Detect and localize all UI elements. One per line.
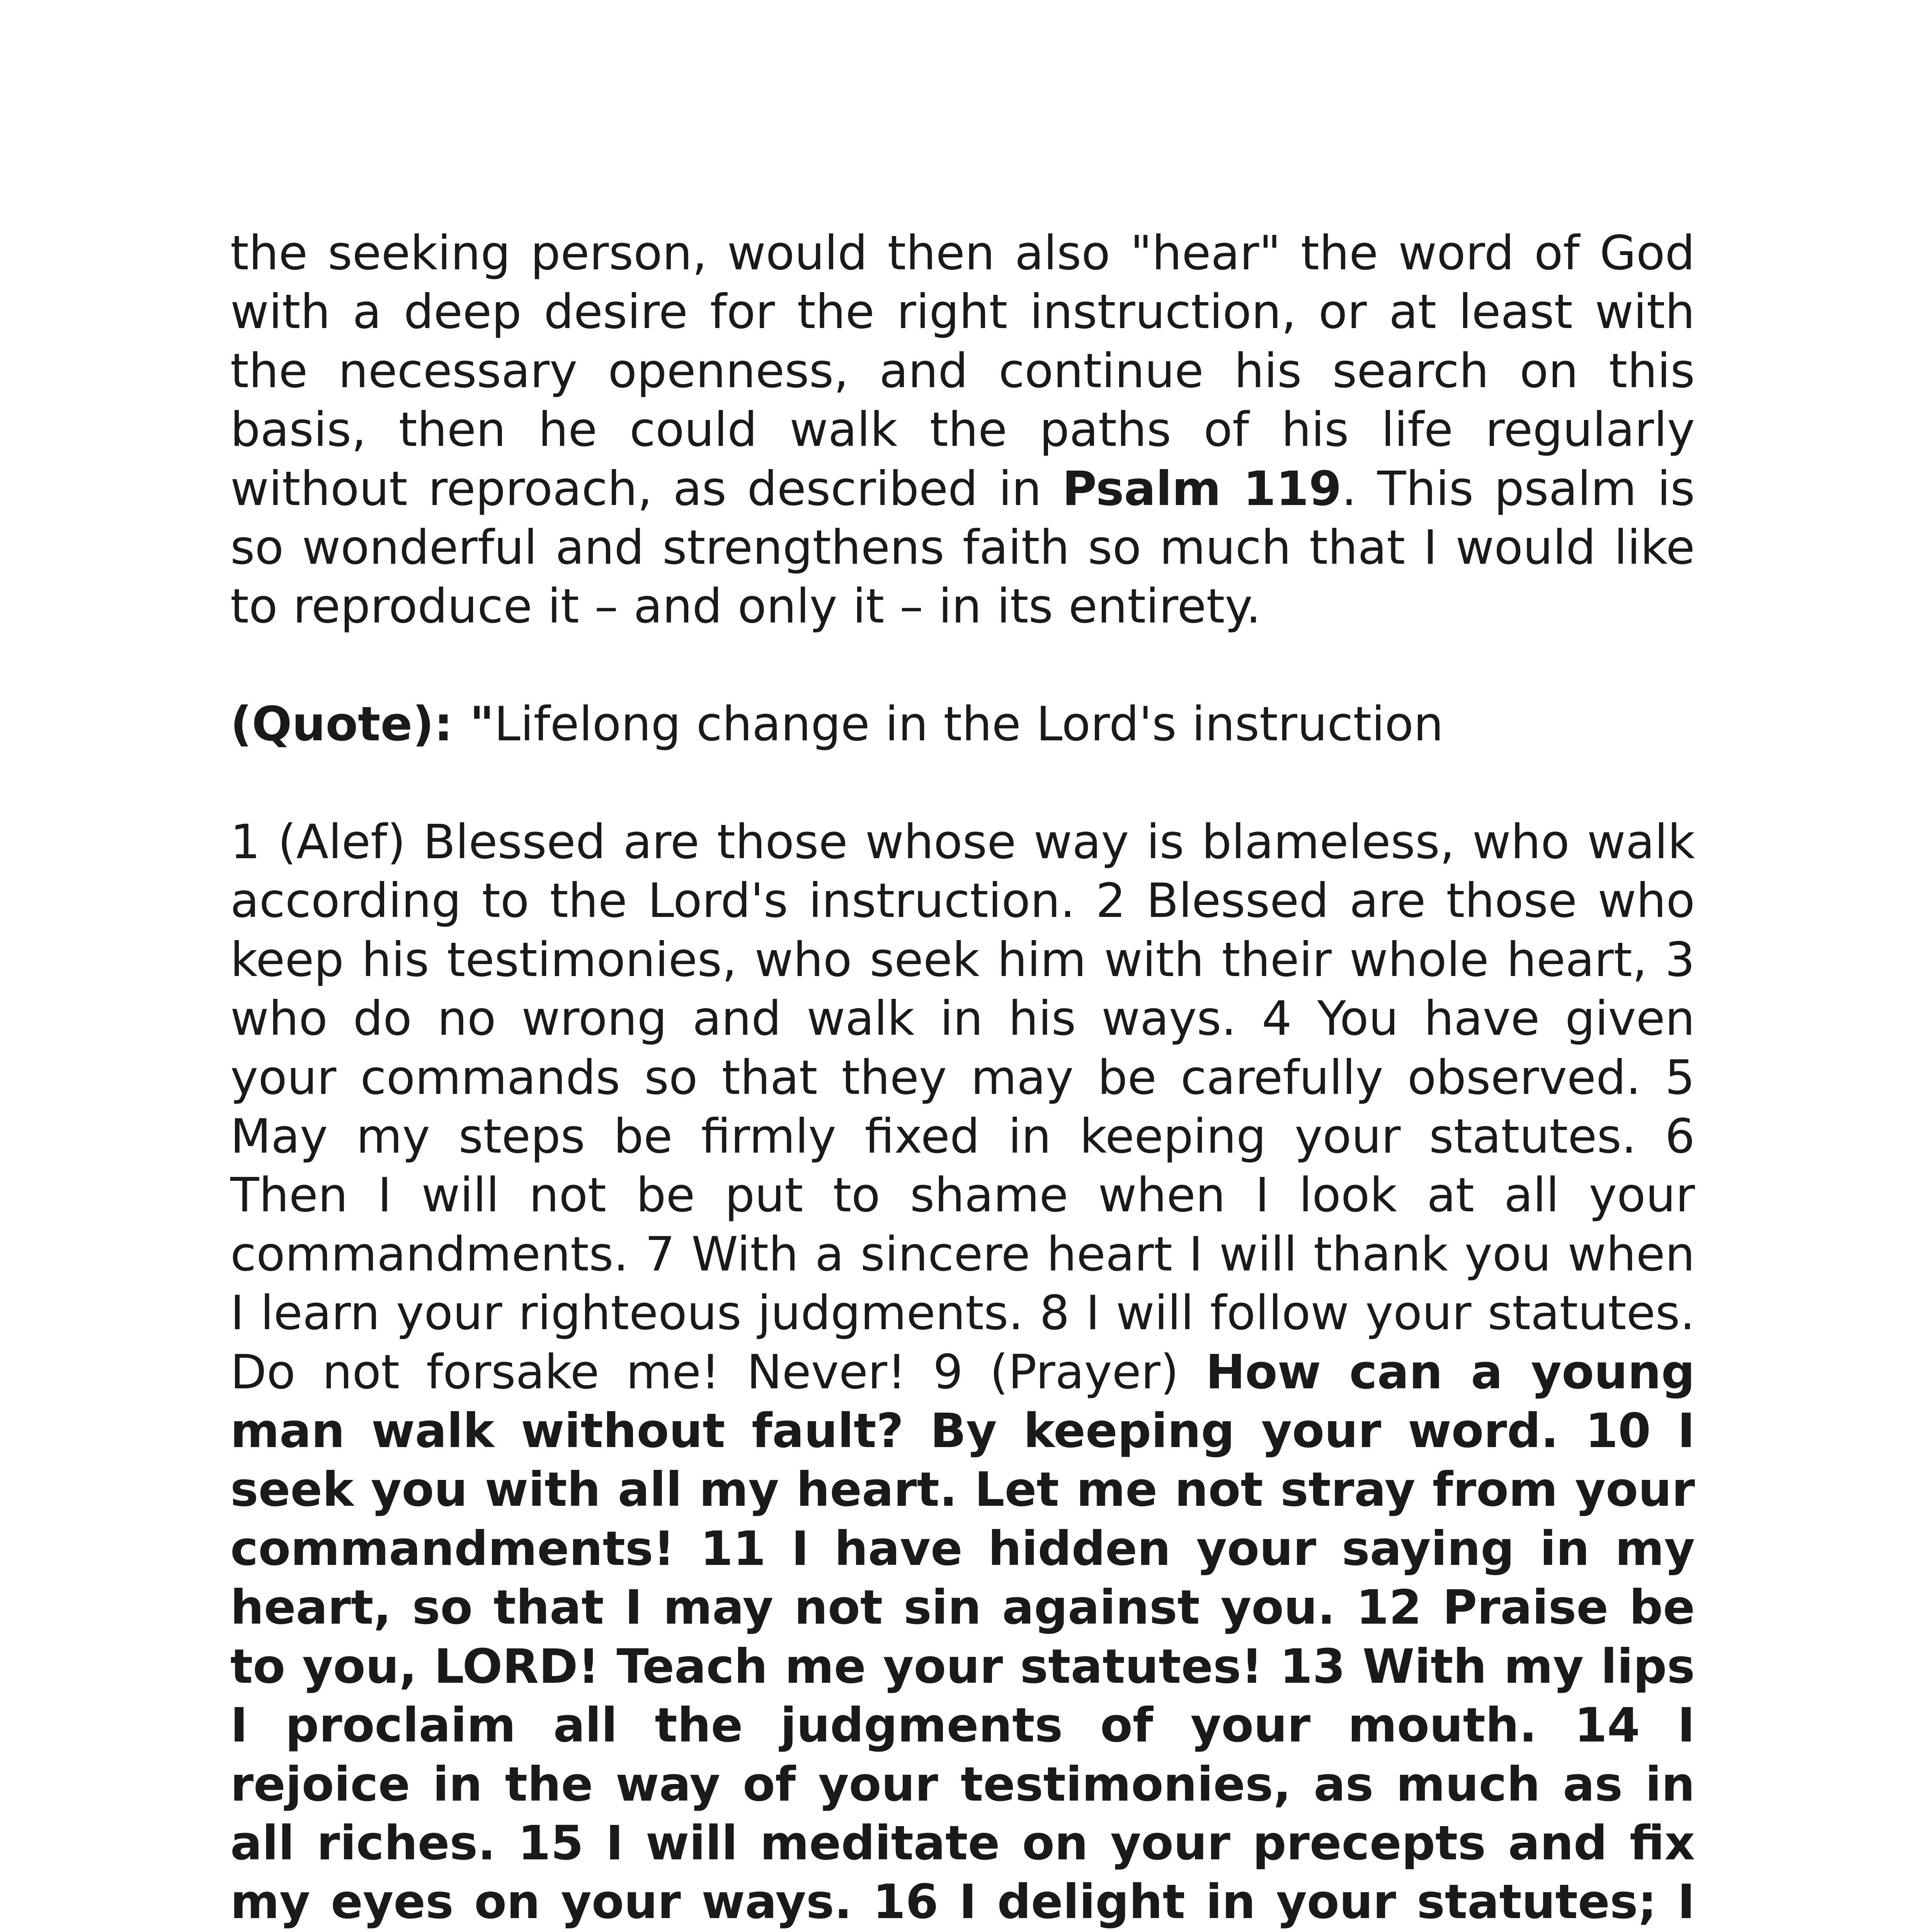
quote-heading (230, 695, 1695, 753)
intro-text-start: the seeking person, would then also "hear" the word of God with a deep desire for the right instruction, or at least with the necessary openness, and continue his search on this basis, then he could walk the paths of his life regularly without reproach, as described in (230, 226, 1695, 516)
psalm-text-part1: 1 (Alef) Blessed are those whose way is blameless, who walk according to the Lord's instruction. 2 Blessed are those who keep his testimonies, who seek him with their whole heart, 3 who do no wrong and walk in his ways. 4 You have given your commands so that they may be carefully observed. 5 May my steps be firmly fixed in keeping your statutes. 6 Then I will not be put to shame when I look at all your commandments. 7 With a sincere heart I will thank you when I learn your righteous judgments. 8 I will follow your statutes. Do not forsake me! Never! 9 (Prayer) (230, 815, 1695, 1400)
quote-label: (Quote): " (230, 697, 494, 752)
intro-text-end: . This psalm is so wonderful and strengthens faith so much that I would like to reproduce it – and only it – in its entirety. (230, 461, 1695, 634)
intro-paragraph (230, 224, 1695, 636)
psalm-text-bold: How can a young man walk without fault? By keeping your word. 10 I seek you with all my heart. Let me not stray from your commandments! 11 I have hidden your saying in my heart, so that I may not sin against you. 12 Praise be to you, LORD! Teach me your statutes! 13 With my lips I proclaim all the judgments of your mouth. 14 I rejoice in the way of your testimonies, as much as in all riches. 15 I will meditate on your precepts and fix my eyes on your ways. 16 I delight in your statutes; I (230, 1344, 1695, 1930)
psalm-reference: Psalm 119 (1062, 461, 1342, 516)
quote-title: Lifelong change in the Lord's instruction (494, 697, 1444, 752)
psalm-text (230, 813, 1695, 1932)
